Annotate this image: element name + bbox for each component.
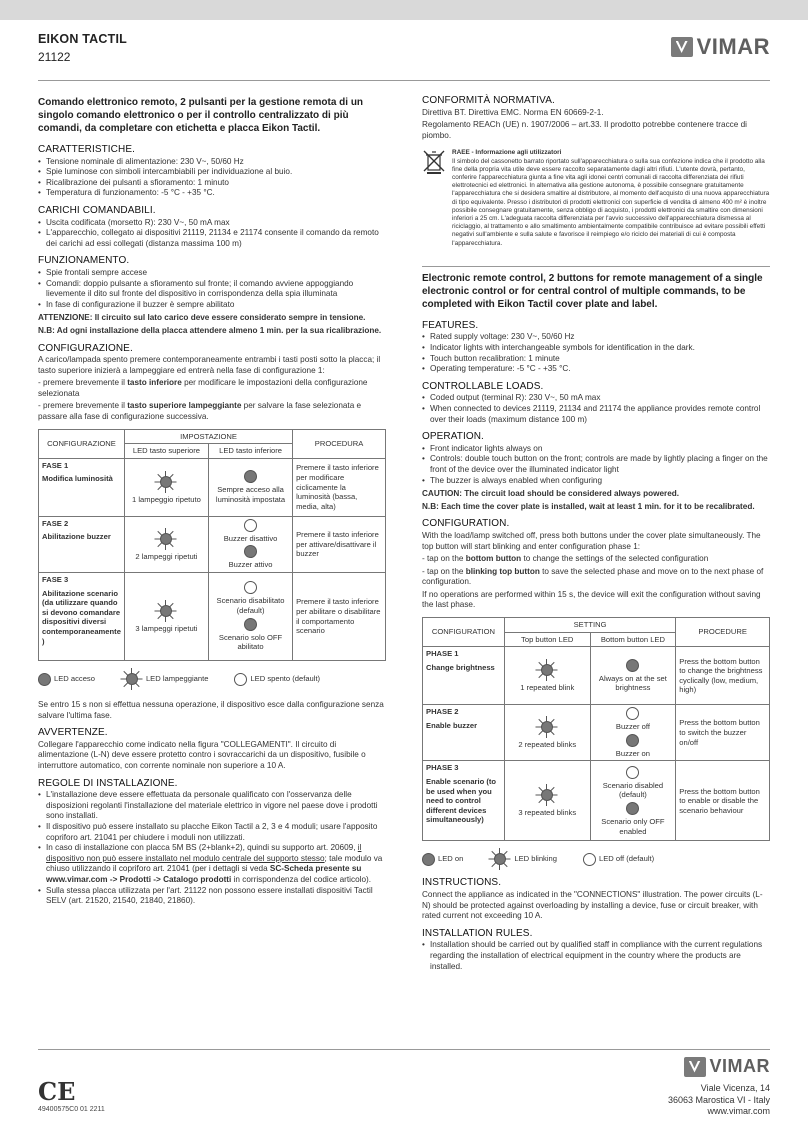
led-off-icon bbox=[244, 581, 257, 594]
list-item: • Rated supply voltage: 230 V~, 50/60 Hz bbox=[422, 332, 770, 343]
list-item: • When connected to devices 21119, 21134 and 21174 the appliance provides remote control over their loads (maximum distance 100 m) bbox=[422, 404, 770, 425]
en-operation-heading: OPERATION. bbox=[422, 431, 484, 443]
product-line-title: EIKON TACTIL bbox=[38, 32, 127, 46]
table-row: FASE 3 Abilitazione scenario (da utilizzare quando si devono comandare dispositivi diversi contemporaneamente ) 3 lampeggi ripetuti Scenario disabilitato (default) Scenario solo OFF abilitato Premere il tasto inferiore per abilitare o disabilitare il comportamento scenario bbox=[39, 573, 386, 661]
table-header: LED tasto inferiore bbox=[208, 444, 292, 459]
led-blinking-icon bbox=[536, 716, 558, 738]
led-blinking-icon bbox=[155, 600, 177, 622]
list-item: • Spie frontali sempre accese bbox=[38, 268, 386, 279]
led-off-icon bbox=[244, 519, 257, 532]
it-intro: Comando elettronico remoto, 2 pulsanti per la gestione remota di un singolo comando elettronico o per il controllo centralizzato di più comandi, da completare con etichetta e placca Eikon Tactil. bbox=[38, 97, 364, 134]
en-config-step2: - tap on the blinking top button to save the selected phase and move on to the next phase of configuration. bbox=[422, 566, 764, 587]
it-regole-list bbox=[38, 790, 386, 907]
en-led-legend: LED on LED blinking LED off (default) bbox=[422, 848, 770, 870]
en-config-table bbox=[422, 617, 770, 841]
table-row: FASE 2 Abilitazione buzzer 2 lampeggi ripetuti Buzzer disattivo Buzzer attivo Premere il tasto inferiore per attivare/disattivare il buzzer bbox=[39, 516, 386, 572]
list-item: • In fase di configurazione il buzzer è sempre abilitato bbox=[38, 300, 386, 311]
table-header: CONFIGURATION bbox=[423, 618, 505, 647]
en-features-heading: FEATURES. bbox=[422, 319, 479, 331]
list-item: • Tensione nominale di alimentazione: 230 V~, 50/60 Hz bbox=[38, 157, 386, 168]
list-item: • Operating temperature: -5 °C - +35 °C. bbox=[422, 364, 770, 375]
table-header: PROCEDURA bbox=[293, 429, 386, 458]
it-regole-heading: REGOLE DI INSTALLAZIONE. bbox=[38, 777, 178, 789]
table-header: PROCEDURE bbox=[676, 618, 770, 647]
footer-divider bbox=[38, 1049, 770, 1050]
it-caratteristiche-heading: CARATTERISTICHE. bbox=[38, 144, 135, 155]
it-attenzione: ATTENZIONE: Il circuito sul lato carico deve essere considerato sempre in tensione. bbox=[38, 313, 366, 323]
en-config-step1: - tap on the bottom button to change the settings of the selected configuration bbox=[422, 554, 709, 564]
it-led-legend: LED acceso LED lampeggiante LED spento (default) bbox=[38, 668, 386, 690]
list-item: • The buzzer is always enabled when configuring bbox=[422, 476, 770, 487]
ce-mark: CE bbox=[38, 1077, 76, 1106]
it-caratteristiche-list bbox=[38, 157, 386, 199]
en-exit-text: If no operations are performed within 15 s, the device will exit the configuration without saving the last phase. bbox=[422, 589, 761, 610]
table-header: SETTING bbox=[504, 618, 675, 633]
en-config-text: With the load/lamp switched off, press both buttons under the cover plate simultaneously. The top button will start blinking and enter configuration phase 1: bbox=[422, 530, 761, 551]
top-bar bbox=[0, 0, 808, 20]
en-instructions-text: Connect the appliance as indicated in the "CONNECTIONS" illustration. The power circuits (L-N) should be protected against overloading by installing a device, fuse or circuit breaker, with rated current not exceeding 10 A. bbox=[422, 890, 763, 921]
crossed-bin-icon bbox=[422, 149, 446, 175]
led-off-icon bbox=[626, 707, 639, 720]
led-off-icon bbox=[626, 766, 639, 779]
raee-notice bbox=[422, 149, 770, 247]
led-blinking-icon bbox=[121, 668, 143, 690]
en-loads-list bbox=[422, 393, 770, 425]
table-row: PHASE 2 Enable buzzer 2 repeated blinks Buzzer off Buzzer on Press the bottom button to switch the buzzer on/off bbox=[423, 705, 770, 761]
table-row: PHASE 1 Change brightness 1 repeated blink Always on at the set brightness Press the bottom button to change the brightness cyclically (low, medium, high) bbox=[423, 647, 770, 705]
led-on-icon bbox=[244, 470, 257, 483]
it-funzionamento-heading: FUNZIONAMENTO. bbox=[38, 255, 130, 267]
en-instructions-heading: INSTRUCTIONS. bbox=[422, 877, 502, 889]
list-item: • Spie luminose con simboli intercambiabili per individuazione al buio. bbox=[38, 167, 386, 178]
list-item: • Sulla stessa placca utilizzata per l'art. 21122 non possono essere installati dispositivi Tactil SELV (art. 21520, 21540, 21840, 21860). bbox=[38, 886, 386, 907]
reach-text: Regolamento REACh (UE) n. 1907/2006 – art.33. Il prodotto potrebbe contenere tracce di piombo. bbox=[422, 120, 747, 140]
list-item: • Coded output (terminal R): 230 V~, 50 mA max bbox=[422, 393, 770, 404]
vimar-logo: VIMAR bbox=[671, 34, 770, 60]
led-blinking-icon bbox=[536, 659, 558, 681]
list-item: • Installation should be carried out by qualified staff in compliance with the current regulations regarding the installation of electrical equipment in the country where the products are installed. bbox=[422, 940, 770, 972]
en-configuration-heading: CONFIGURATION. bbox=[422, 518, 510, 530]
list-item: • Indicator lights with interchangeable symbols for identification in the dark. bbox=[422, 343, 770, 354]
led-blinking-icon bbox=[536, 784, 558, 806]
led-off-icon bbox=[234, 673, 247, 686]
it-config-step1: - premere brevemente il tasto inferiore per modificare le impostazioni della configurazione selezionata bbox=[38, 378, 368, 398]
en-intro: Electronic remote control, 2 buttons for remote management of a single electronic control or for central control of multiple commands, to be completed with Eikon Tactil cover plate and label. bbox=[422, 272, 763, 310]
website-link[interactable]: www.vimar.com bbox=[707, 1106, 770, 1116]
vimar-shield-icon bbox=[671, 37, 693, 57]
en-rules-heading: INSTALLATION RULES. bbox=[422, 927, 533, 939]
vimar-logo-footer: VIMAR bbox=[684, 1056, 771, 1077]
table-row: FASE 1 Modifica luminosità 1 lampeggio ripetuto Sempre acceso alla luminosità impostata Premere il tasto inferiore per modificare ciclicamente la luminosità (bassa, media, alta) bbox=[39, 458, 386, 516]
table-header: Bottom button LED bbox=[590, 632, 676, 647]
it-nb: N.B: Ad ogni installazione della placca attendere almeno 1 min. per la sua ricalibrazione. bbox=[38, 325, 382, 335]
raee-text: Il simbolo del cassonetto barrato riportato sull'apparecchiatura o sulla sua confezione indica che il prodotto alla fine della propria vita utile deve essere raccolto separatamente dagli altri rifiuti. L'utente dovrà, pertanto, conferire l'apparecchiatura giunta a fine vita agli idonei centri comunali di raccolta differenziata dei rifiuti elettrotecnici ed elettronici. In alternativa alla gestione autonoma, è possibile consegnare gratuitamente l'apparecchiatura che si desidera smaltire al distributore, al momento dell'acquisto di una nuova apparecchiatura di tipo equivalente. Presso i distributori di prodotti elettronici con superficie di vendita di almeno 400 m² è inoltre possibile consegnare gratuitamente, senza obbligo di acquisto, i prodotti elettronici da smaltire con dimensioni inferiori a 25 cm. L'adeguata raccolta differenziata per l'avvio successivo dell'apparecchiatura dismessa al riciclaggio, al trattamento e allo smaltimento ambientalmente compatibile contribuisce ad evitare possibili effetti negativi sull'ambiente e sulla salute e favorisce il reimpiego e/o riciclo dei materiali di cui è composta l'apparecchiatura. bbox=[452, 157, 770, 247]
en-operation-list bbox=[422, 444, 770, 486]
en-loads-heading: CONTROLLABLE LOADS. bbox=[422, 380, 544, 392]
it-config-text: A carico/lampada spento premere contemporaneamente entrambi i tasti posti sotto la placca; il tasto superiore inizierà a lampeggiare ed entrerà nella fase di configurazione 1: bbox=[38, 355, 381, 375]
en-caution: CAUTION: The circuit load should be considered always powered. bbox=[422, 489, 680, 499]
it-config-step2: - premere brevemente il tasto superiore lampeggiante per salvare la fase selezionata e passare alla fase di configurazione successiva. bbox=[38, 401, 362, 422]
led-on-icon bbox=[244, 618, 257, 631]
it-configurazione-heading: CONFIGURAZIONE. bbox=[38, 342, 133, 354]
list-item: • Ricalibrazione dei pulsanti a sfioramento: 1 minuto bbox=[38, 178, 386, 189]
it-avvertenze-heading: AVVERTENZE. bbox=[38, 727, 108, 739]
led-blinking-icon bbox=[155, 528, 177, 550]
table-header: CONFIGURAZIONE bbox=[39, 429, 125, 458]
list-item: • Il dispositivo può essere installato su placche Eikon Tactil a 2, 3 e 4 moduli; usare l'apposito copriforo art. 21041 per chiudere i moduli non utilizzati. bbox=[38, 822, 386, 843]
raee-title: RAEE - Informazione agli utilizzatori bbox=[452, 149, 562, 157]
it-carichi-list bbox=[38, 218, 386, 250]
list-item: • Uscita codificata (morsetto R): 230 V~, 50 mA max bbox=[38, 218, 386, 229]
led-on-icon bbox=[422, 853, 435, 866]
list-item: • In caso di installazione con placca 5M BS (2+blank+2), quindi su supporto art. 20609, il dispositivo non può essere installato nel modulo centrale del supporto stesso; tale modulo va chiuso utilizzando il copriforo art. 21041 (per i dettagli si veda SC-Scheda presente su www.vimar.com -> Prodotti -> Catalogo prodotti in corrispondenza del codice articolo). bbox=[38, 843, 386, 885]
list-item: • Touch button recalibration: 1 minute bbox=[422, 354, 770, 365]
list-item: • Temperatura di funzionamento: -5 °C - +35 °C. bbox=[38, 188, 386, 199]
led-on-icon bbox=[38, 673, 51, 686]
table-header: Top button LED bbox=[504, 632, 590, 647]
header-divider bbox=[38, 80, 770, 81]
vimar-shield-icon bbox=[684, 1057, 706, 1077]
it-config-table bbox=[38, 429, 386, 661]
led-on-icon bbox=[626, 659, 639, 672]
led-on-icon bbox=[244, 545, 257, 558]
led-on-icon bbox=[626, 734, 639, 747]
conformity-divider bbox=[422, 266, 770, 267]
conformita-text: Direttiva BT. Direttiva EMC. Norma EN 60669-2-1. bbox=[422, 107, 604, 117]
list-item: • L'apparecchio, collegato ai dispositivi 21119, 21134 e 21174 consente il comando da remoto dei carichi ad essi collegati (distanza massima 100 m) bbox=[38, 228, 386, 249]
company-address: Viale Vicenza, 14 36063 Marostica VI - Italy www.vimar.com bbox=[667, 1083, 770, 1116]
list-item: • L'installazione deve essere effettuata da personale qualificato con l'osservanza delle disposizioni regolanti l'installazione del materiale elettrico in vigore nel paese dove i prodotti sono installati. bbox=[38, 790, 386, 822]
product-code: 21122 bbox=[38, 50, 71, 64]
table-row: PHASE 3 Enable scenario (to be used when you need to control different devices simultaneously) 3 repeated blinks Scenario disabled (default) Scenario only OFF enabled Press the bottom button to enable or disable the scenario behaviour bbox=[423, 761, 770, 841]
right-column bbox=[422, 96, 770, 972]
table-header: IMPOSTAZIONE bbox=[124, 429, 292, 444]
en-nb: N.B: Each time the cover plate is installed, wait at least 1 min. for it to be recalibrated. bbox=[422, 501, 755, 511]
led-blinking-icon bbox=[489, 848, 511, 870]
it-avvertenze-text: Collegare l'apparecchio come indicato nella figura "COLLEGAMENTI". Il circuito di alimentazione (L-N) deve essere protetto contro i sovraccarichi da un dispositivo, fusibile o interruttore automatico, con corrente nominale non superiore a 10 A. bbox=[38, 739, 366, 770]
document-code: 49400575C0 01 2211 bbox=[38, 1106, 105, 1113]
it-carichi-heading: CARICHI COMANDABILI. bbox=[38, 204, 156, 216]
led-blinking-icon bbox=[155, 471, 177, 493]
italian-column bbox=[38, 96, 386, 907]
led-off-icon bbox=[583, 853, 596, 866]
en-rules-list bbox=[422, 940, 770, 972]
list-item: • Controls: double touch button on the front; controls are made by lightly placing a finger on the front of the device over the illuminated indicator light bbox=[422, 454, 770, 475]
list-item: • Front indicator lights always on bbox=[422, 444, 770, 455]
it-funzionamento-list bbox=[38, 268, 386, 310]
list-item: • Comandi: doppio pulsante a sfioramento sul fronte; il comando avviene appoggiando lievemente il dito sul fronte del dispositivo in corrispondenza della spia illuminata bbox=[38, 279, 386, 300]
conformita-heading: CONFORMITÀ NORMATIVA. bbox=[422, 95, 555, 106]
led-on-icon bbox=[626, 802, 639, 815]
en-features-list bbox=[422, 332, 770, 374]
table-header: LED tasto superiore bbox=[124, 444, 208, 459]
it-exit-text: Se entro 15 s non si effettua nessuna operazione, il dispositivo esce dalla configurazione senza salvare l'ultima fase. bbox=[38, 700, 384, 720]
